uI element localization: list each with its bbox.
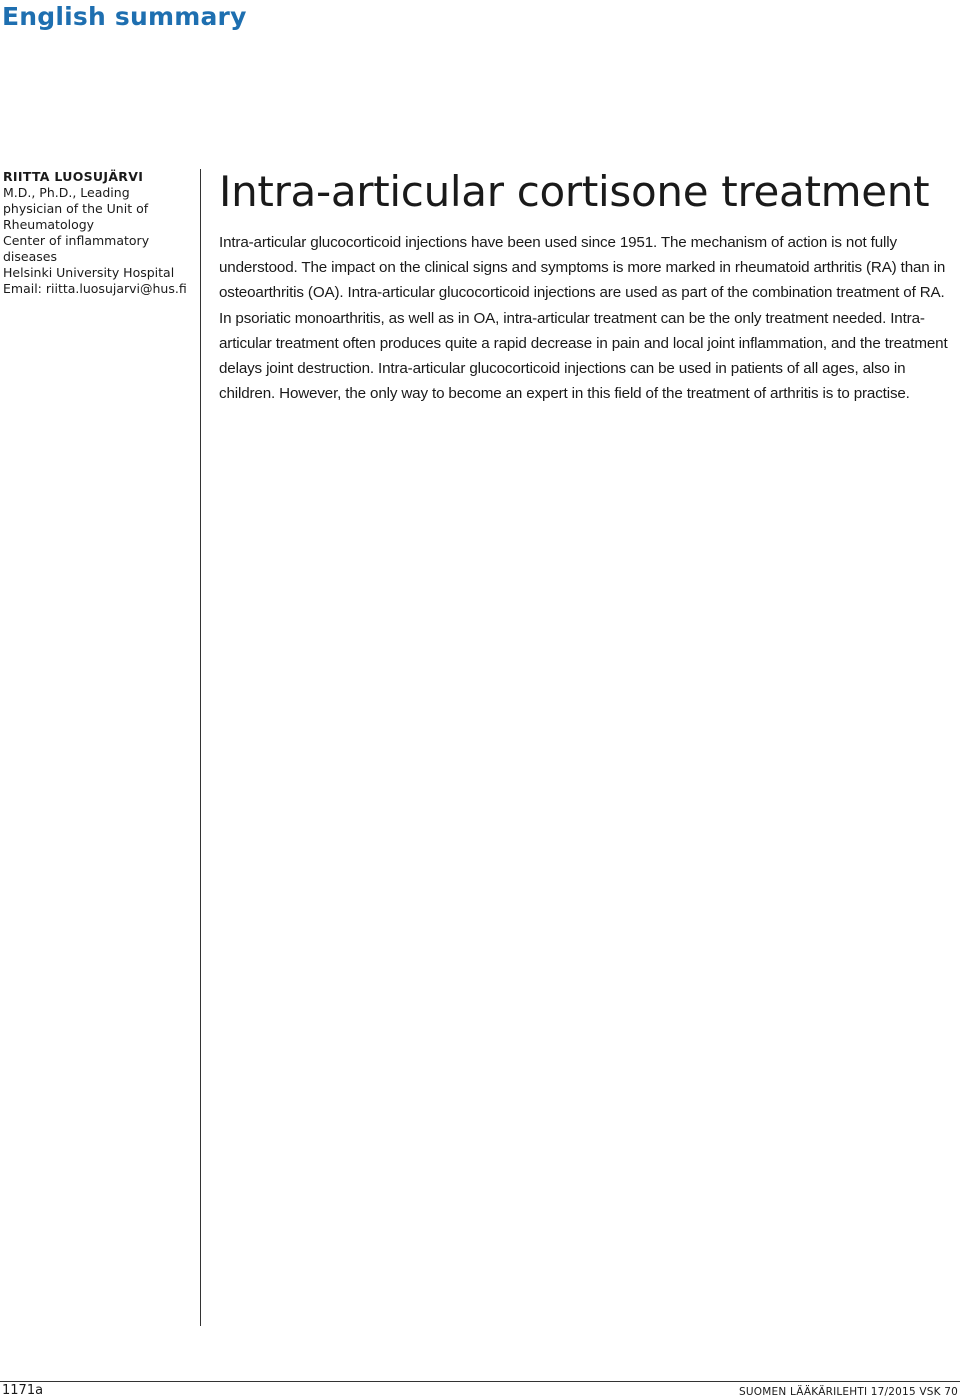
article-title: Intra-articular cortisone treatment xyxy=(219,167,930,216)
author-sidebar xyxy=(3,169,193,297)
author-email: Email: riitta.luosujarvi@hus.fi xyxy=(3,281,187,296)
affiliation-line: Center of inflammatory xyxy=(3,233,150,248)
affiliation-line: Rheumatology xyxy=(3,217,95,232)
author-name: RIITTA LUOSUJÄRVI xyxy=(3,169,144,184)
section-title: English summary xyxy=(2,2,247,31)
affiliation-line: M.D., Ph.D., Leading xyxy=(3,185,130,200)
affiliation-line: physician of the Unit of xyxy=(3,201,149,216)
page-number: 1171a xyxy=(2,1383,44,1398)
affiliation-line: diseases xyxy=(3,249,57,264)
article-body: Intra-articular glucocorticoid injections have been used since 1951. The mechanism of action is not fully understood. The impact on the clinical signs and symptoms is more marked in rheumatoid arthritis (RA) than in osteoarthritis (OA). Intra-articular glucocorticoid injections are used as part of the combination treatment of RA. In psoriatic monoarthritis, as well as in OA, intra-articular treatment can be the only treatment needed. Intra-articular treatment often produces quite a rapid decrease in pain and local joint inflammation, and the treatment delays joint destruction. Intra-articular glucocorticoid injections can be used in patients of all ages, also in children. However, the only way to become an expert in this field of the treatment of arthritis is to practise. xyxy=(219,234,948,403)
footer-rule xyxy=(0,1381,960,1382)
affiliation-line: Helsinki University Hospital xyxy=(3,265,175,280)
journal-info: SUOMEN LÄÄKÄRILEHTI 17/2015 VSK 70 xyxy=(739,1386,958,1398)
column-divider xyxy=(200,169,201,1326)
